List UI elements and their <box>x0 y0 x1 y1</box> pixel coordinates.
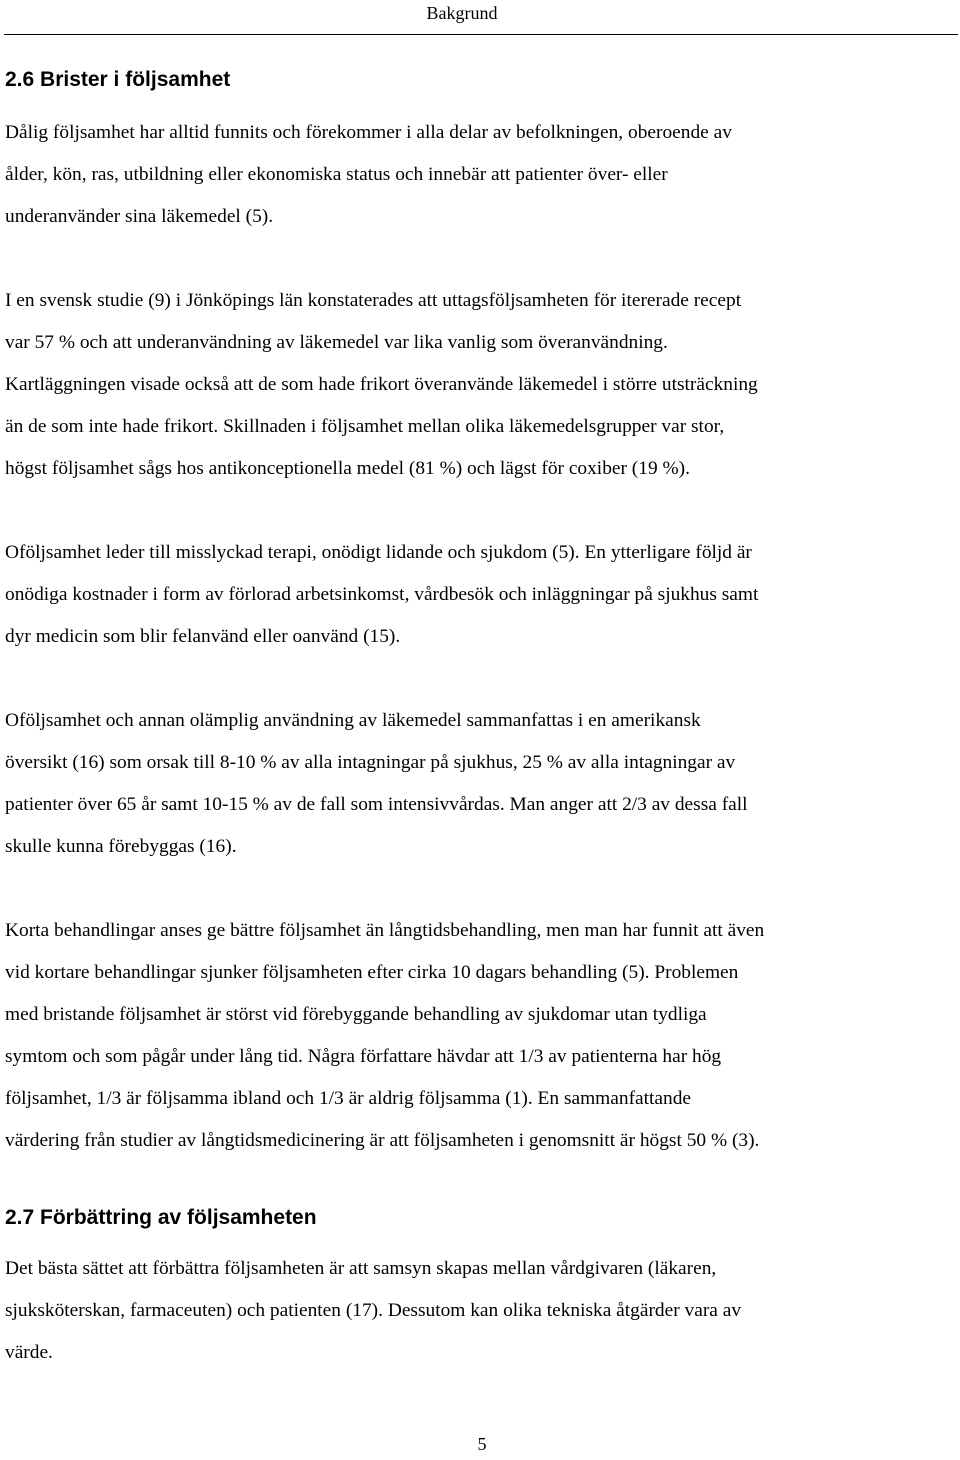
text-line: högst följsamhet sågs hos antikonceptionella medel (81 %) och lägst för coxiber (19 %). <box>5 458 690 479</box>
paragraph <box>5 910 954 1162</box>
text-line: Dålig följsamhet har alltid funnits och förekommer i alla delar av befolkningen, oberoende av <box>5 122 732 143</box>
text-line: än de som inte hade frikort. Skillnaden i följsamhet mellan olika läkemedelsgrupper var stor, <box>5 416 725 437</box>
text-line: I en svensk studie (9) i Jönköpings län konstaterades att uttagsföljsamheten för itererade recept <box>5 290 742 311</box>
text-line: dyr medicin som blir felanvänd eller oanvänd (15). <box>5 626 401 647</box>
paragraph <box>5 112 954 238</box>
text-line: Kartläggningen visade också att de som hade frikort överanvände läkemedel i större utsträckning <box>5 374 758 395</box>
text-line: onödiga kostnader i form av förlorad arbetsinkomst, vårdbesök och inläggningar på sjukhus samt <box>5 584 759 605</box>
text-line: värde. <box>5 1342 53 1363</box>
text-line: vid kortare behandlingar sjunker följsamheten efter cirka 10 dagars behandling (5). Problemen <box>5 962 739 983</box>
text-line: med bristande följsamhet är störst vid förebyggande behandling av sjukdomar utan tydliga <box>5 1004 707 1025</box>
text-line: följsamhet, 1/3 är följsamma ibland och 1/3 är aldrig följsamma (1). En sammanfattande <box>5 1088 692 1109</box>
text-line: patienter över 65 år samt 10-15 % av de fall som intensivvårdas. Man anger att 2/3 av dessa fall <box>5 794 748 815</box>
paragraph <box>5 1248 954 1374</box>
text-line: Oföljsamhet leder till misslyckad terapi, onödigt lidande och sjukdom (5). En ytterligare följd är <box>5 542 752 563</box>
text-line: Det bästa sättet att förbättra följsamheten är att samsyn skapas mellan vårdgivaren (läkaren, <box>5 1258 717 1279</box>
running-header: Bakgrund <box>426 3 498 23</box>
paragraph <box>5 280 954 490</box>
text-line: sjuksköterskan, farmaceuten) och patienten (17). Dessutom kan olika tekniska åtgärder vara av <box>5 1300 742 1321</box>
header-rule <box>4 34 958 35</box>
text-line: skulle kunna förebyggas (16). <box>5 836 237 857</box>
text-line: symtom och som pågår under lång tid. Några författare hävdar att 1/3 av patienterna har hög <box>5 1046 722 1067</box>
page-number: 5 <box>477 1434 487 1454</box>
section-heading-2-6: 2.6 Brister i följsamhet <box>5 68 231 91</box>
paragraph <box>5 532 954 658</box>
page-body <box>5 66 954 1416</box>
text-line: översikt (16) som orsak till 8-10 % av alla intagningar på sjukhus, 25 % av alla intagningar av <box>5 752 736 773</box>
paragraph <box>5 700 954 868</box>
section-heading-2-7: 2.7 Förbättring av följsamheten <box>5 1206 317 1229</box>
text-line: värdering från studier av långtidsmedicinering är att följsamheten i genomsnitt är högst 50 % (3). <box>5 1130 760 1151</box>
text-line: ålder, kön, ras, utbildning eller ekonomiska status och innebär att patienter över- eller <box>5 164 668 185</box>
text-line: Korta behandlingar anses ge bättre följsamhet än långtidsbehandling, men man har funnit att även <box>5 920 765 941</box>
text-line: Oföljsamhet och annan olämplig användning av läkemedel sammanfattas i en amerikansk <box>5 710 701 731</box>
text-line: var 57 % och att underanvändning av läkemedel var lika vanlig som överanvändning. <box>5 332 668 353</box>
text-line: underanvänder sina läkemedel (5). <box>5 206 274 227</box>
